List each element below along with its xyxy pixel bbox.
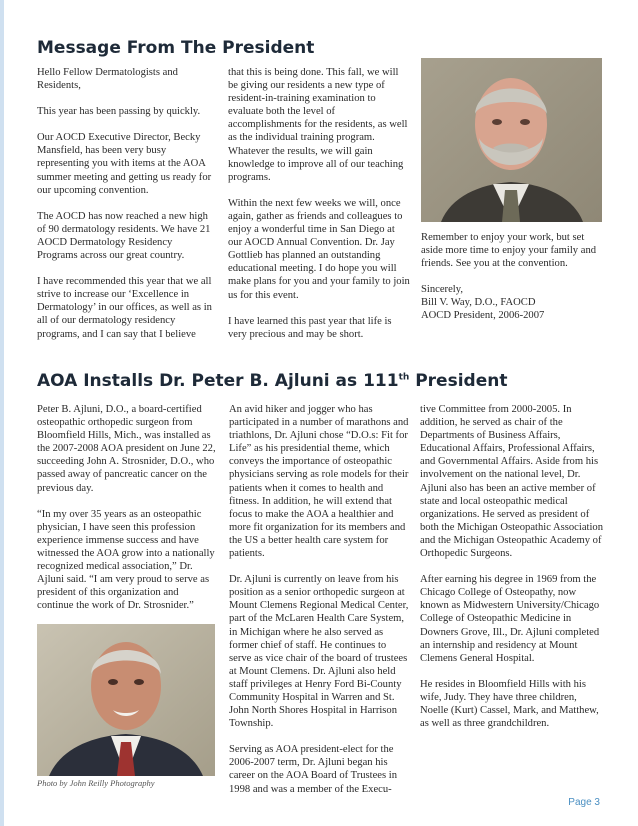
paragraph: I have learned this past year that life is very precious and may be short. [228, 315, 392, 340]
signature-name: Bill V. Way, D.O., FAOCD [421, 297, 536, 309]
aoa-article-column-3 [420, 403, 604, 730]
president-message-column-3 [421, 231, 605, 323]
paragraph: Dr. Ajluni is currently on leave from his position as a senior orthopedic surgeon at Mount Clemens Regional Medical Center, part of the McLaren Health Care System, in Michigan where he also served as former chief of staff. He continues to serve as vice chair of the board of trustees at Mount Clemens. Dr. Ajluni also held staff privileges at Henry Ford Bi-County Community Hospital in Warren and St. John North Shores Hospital in Harrison Township. [229, 574, 409, 730]
aoa-article-title [37, 371, 507, 391]
photo-caption: Photo by John Reilly Photography [37, 778, 155, 788]
president-message-column-2 [228, 66, 410, 341]
paragraph: that this is being done. This fall, we will be giving our residents a new type of resident-in-training examination to evaluate both the level of accomplishments for the residents, as well as the individual training program. Whatever the results, we will gain knowledge to improve all of our teaching programs. [228, 67, 408, 183]
paragraph: “In my over 35 years as an osteopathic physician, I have seen this profession experience immense success and have witnessed the AOA grow into a nationally recognized medical association,” Dr. Ajluni said. “I am very proud to serve as president of this organization and continue the work of Dr. Strosnider.” [37, 508, 215, 612]
paragraph: tive Committee from 2000-2005. In addition, he served as chair of the Departments of Business Affairs, Educational Affairs, Professional Affairs, and Governmental Affairs. Aside from his involvement on the national level, Dr. Ajluni also has been an active member of state and local osteopathic medical organizations. He served as president of both the Michigan Osteopathic Association and the Michigan Osteopathic Academy of Orthopedic Surgeons. [420, 404, 604, 560]
aoa-title-main: AOA Installs Dr. Peter B. Ajluni as 111 [37, 371, 399, 391]
paragraph: Our AOCD Executive Director, Becky Mansfield, has been very busy representing you with items at the AOA summer meeting and getting us ready for our upcoming convention. [37, 132, 212, 196]
aoa-title-superscript: th [398, 372, 410, 383]
ajluni-portrait-photo [37, 624, 215, 776]
president-portrait-photo [421, 58, 602, 222]
paragraph: Remember to enjoy your work, but set aside more time to enjoy your family and friends. See you at the convention. [421, 232, 597, 270]
president-message-title: Message From The President [37, 38, 315, 58]
paragraph: Serving as AOA president-elect for the 2006-2007 term, Dr. Ajluni began his career on the AOA Board of Trustees in 1998 and was a member of the Execu- [229, 744, 397, 795]
paragraph: Within the next few weeks we will, once again, gather as friends and colleagues to enjoy a wonderful time in San Diego at our AOCD Annual Convention. Dr. Jay Gottlieb has planned an outstanding educational meeting. I do hope you will make plans for you and your family to join us for this event. [228, 197, 410, 301]
left-accent-bar [0, 0, 4, 826]
paragraph: Peter B. Ajluni, D.O., a board-certified osteopathic orthopedic surgeon from Bloomfield Hills, Mich., was installed as the 2007-2008 AOA president on June 22, succeeding John A. Strosnider, D.O., who passed away of pancreatic cancer on the previous day. [37, 404, 216, 494]
signature-title: AOCD President, 2006-2007 [421, 310, 545, 322]
paragraph: This year has been passing by quickly. [37, 106, 201, 118]
aoa-article-column-2 [229, 403, 411, 796]
paragraph: The AOCD has now reached a new high of 90 dermatology residents. We have 21 AOCD Dermatology Residency Programs across our great country. [37, 210, 211, 262]
page-number: Page 3 [568, 797, 600, 808]
paragraph: Hello Fellow Dermatologists and Residents, [37, 67, 178, 92]
aoa-title-end: President [409, 371, 508, 391]
paragraph: An avid hiker and jogger who has participated in a number of marathons and triathlons, Dr. Ajluni chose “D.O.s: Fit for Life” as his presidential theme, which conveys the importance of osteopathic physicians serving as role models for their patients when it comes to health and fitness. In addition, he will extend that focus to make the AOA a healthier and more fit organization for its members and the US a better health care system for patients. [229, 404, 409, 560]
paragraph: After earning his degree in 1969 from the Chicago College of Osteopathy, now known as Midwestern University/Chicago College of Osteopathic Medicine in Downers Grove, Ill., Dr. Ajluni completed an internship and residency at Mount Clemens General Hospital. [420, 574, 600, 664]
aoa-article-column-1 [37, 403, 217, 612]
signoff: Sincerely, [421, 284, 463, 296]
paragraph: He resides in Bloomfield Hills with his wife, Judy. They have three children, Noelle (Kurt) Cassel, Mark, and Matthew, as well as three grandchildren. [420, 678, 599, 730]
president-message-column-1 [37, 66, 213, 341]
paragraph: I have recommended this year that we all strive to increase our ‘Excellence in Dermatology’ in our offices, as well as in all of our dermatology residency programs, and I can say that I believe [37, 276, 212, 340]
